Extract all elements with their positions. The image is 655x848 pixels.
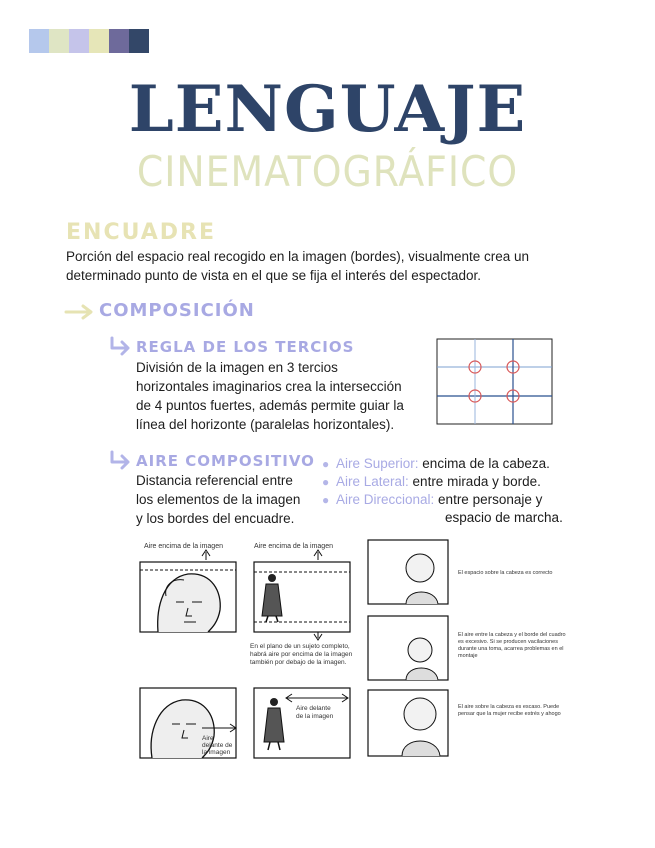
paragraph-line: División de la imagen en 3 tercios [136,360,338,375]
bullet-text: entre mirada y borde. [408,474,541,489]
figure-caption: durante una toma, acarrea problemas en el [458,646,564,652]
aire-examples-figure [136,536,576,764]
palette-swatch [69,29,89,53]
paragraph-line: Porción del espacio real recogido en la imagen (bordes), visualmente crea un [66,249,530,264]
bullet-text: entre personaje y [434,492,543,507]
figure-caption: El aire sobre la cabeza es escaso. Puede [458,704,560,710]
example-panel-right-2 [368,616,566,680]
figure-label: Aire [202,735,214,742]
figure-caption: En el plano de un sujeto completo, [250,643,350,650]
example-panel-fullbody [250,543,353,666]
paragraph-line: determinado punto de vista en el que se fija el interés del espectador. [66,268,482,283]
paragraph-line: línea del horizonte (paralelas horizontales). [136,417,395,432]
aire-paragraph [136,471,300,528]
figure-label: Aire encima de la imagen [254,543,333,550]
figure-caption: habrá aire por encima de la imagen [250,651,353,658]
figure-caption: también por debajo de la imagen. [250,659,347,666]
list-item [322,491,563,509]
palette-swatch [89,29,109,53]
bullet-label: Aire Direccional: [336,492,435,507]
right-arrow-icon [64,304,94,320]
paragraph-line: horizontales imaginarios crea la intersección [136,379,402,394]
bullet-icon: ● [322,475,330,489]
subheading-aire-compositivo: AIRE COMPOSITIVO [136,452,315,470]
subheading-regla-tercios: REGLA DE LOS TERCIOS [136,338,355,356]
example-panel-portrait [140,543,236,632]
page-title: LENGUAJE [128,72,527,147]
figure-caption: El aire entre la cabeza y el borde del cuadro [458,632,566,638]
figure-caption: montaje [458,653,478,659]
bullet-icon: ● [322,457,330,471]
list-item [322,473,563,491]
figure-label: de la imagen [296,713,334,720]
palette-swatch [129,29,149,53]
encuadre-paragraph [66,247,529,285]
paragraph-line: de 4 puntos fuertes, además permite guiar la [136,398,404,413]
curved-arrow-icon [108,336,132,356]
example-panel-portrait-lateral [140,688,236,758]
tercios-paragraph [136,358,404,434]
section-heading-encuadre: ENCUADRE [66,220,217,245]
figure-label: la imagen [202,749,231,756]
page-subtitle: CINEMATOGRÁFICO [136,147,519,196]
section-heading-composicion: COMPOSICIÓN [99,300,255,321]
bullet-text: encima de la cabeza. [418,456,550,471]
bullet-icon: ● [322,493,330,507]
aire-bullet-list [322,455,563,527]
paragraph-line: y los bordes del encuadre. [136,511,295,526]
bullet-label: Aire Lateral: [336,474,409,489]
figure-caption: es excesivo. Si se producen vacilaciones [458,639,558,645]
example-panel-right-1 [368,540,552,604]
figure-caption: pensar que la mujer recibe estrés y ahogo [458,711,561,717]
paragraph-line: los elementos de la imagen [136,492,301,507]
palette-swatch [29,29,49,53]
palette-swatch [109,29,129,53]
list-item [322,455,563,473]
bullet-label: Aire Superior: [336,456,419,471]
figure-label: Aire delante [296,705,331,712]
example-panel-right-3 [368,690,561,756]
color-palette [29,29,149,53]
curved-arrow-icon [108,450,132,470]
rule-of-thirds-diagram [436,338,554,426]
bullet-continuation: espacio de marcha. [445,510,563,525]
example-panel-walking [254,688,350,758]
palette-swatch [49,29,69,53]
figure-caption: El espacio sobre la cabeza es correcto [458,570,553,576]
figure-label: Aire encima de la imagen [144,543,223,550]
paragraph-line: Distancia referencial entre [136,473,293,488]
figure-label: delante de [202,742,233,749]
